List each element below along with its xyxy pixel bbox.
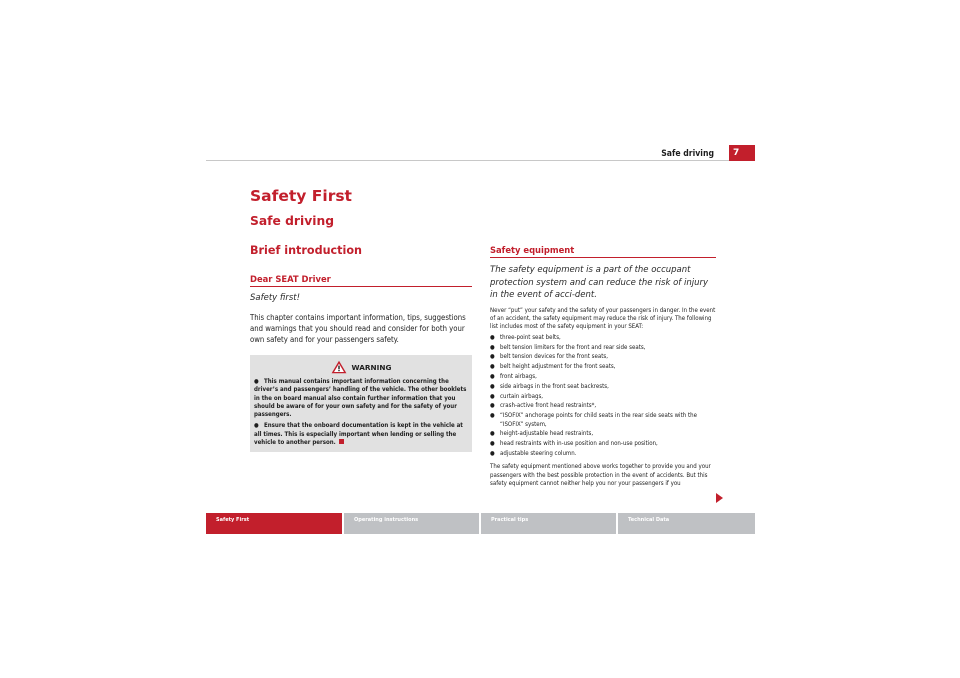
bullet-icon: ● xyxy=(490,363,495,371)
bullet-icon: ● xyxy=(490,353,495,361)
warning-item xyxy=(254,422,468,447)
list-item xyxy=(490,440,716,448)
right-column xyxy=(490,245,716,489)
list-item-text: side airbags in the front seat backrests, xyxy=(500,382,609,390)
list-item xyxy=(490,373,716,381)
list-item-text: curtain airbags, xyxy=(500,392,544,400)
tab-technical-data[interactable]: Technical Data xyxy=(618,513,755,534)
bullet-icon: ● xyxy=(490,412,495,420)
bullet-icon: ● xyxy=(490,430,495,438)
warning-box xyxy=(250,355,472,452)
bullet-icon: ● xyxy=(490,333,495,341)
bullet-icon: ● xyxy=(490,449,495,457)
bullet-icon: ● xyxy=(490,402,495,410)
topic-heading-safety-equipment: Safety equipment xyxy=(490,245,716,258)
list-item xyxy=(490,363,716,371)
tab-operating-instructions[interactable]: Operating instructions xyxy=(344,513,479,534)
list-item xyxy=(490,412,716,429)
end-square-icon xyxy=(339,439,344,444)
tab-practical-tips[interactable]: Practical tips xyxy=(481,513,616,534)
list-item-text: belt tension limiters for the front and rear side seats, xyxy=(500,343,646,351)
list-item-text: “ISOFIX” anchorage points for child seats in the rear side seats with the “ISOFIX” system, xyxy=(500,412,697,428)
bullet-icon: ● xyxy=(254,378,259,385)
page-number: 7 xyxy=(729,145,755,161)
list-item xyxy=(490,383,716,391)
bullet-icon: ● xyxy=(490,343,495,351)
warning-title: WARNING xyxy=(351,362,392,372)
list-item xyxy=(490,334,716,342)
body-paragraph: This chapter contains important information, tips, suggestions and warnings that you should read and consider for both your own safety and for your passengers safety. xyxy=(250,313,466,344)
running-header-title: Safe driving xyxy=(661,149,714,159)
warning-item-text: This manual contains important information concerning the driver’s and passengers’ handling of the vehicle. The other booklets in the on board manual also contain further information that you should be aware of for your own safety and for the safety of your passengers. xyxy=(254,378,467,419)
warning-header xyxy=(254,359,468,375)
footer-nav xyxy=(206,513,755,534)
bullet-icon: ● xyxy=(490,372,495,380)
list-item xyxy=(490,344,716,352)
warning-triangle-icon xyxy=(331,360,347,374)
section-title: Safe driving xyxy=(250,214,334,228)
list-item-text: belt tension devices for the front seats, xyxy=(500,353,608,361)
list-item-text: height-adjustable head restraints, xyxy=(500,430,594,438)
continue-arrow-icon[interactable] xyxy=(716,493,723,503)
subsection-title: Brief introduction xyxy=(250,244,363,257)
bullet-icon: ● xyxy=(254,422,259,430)
left-column xyxy=(250,274,472,452)
intro-text: The safety equipment is a part of the occupant protection system and can reduce the risk of injury in the event of acci-dent. xyxy=(490,265,708,300)
intro-text: Safety first! xyxy=(250,293,301,303)
list-item xyxy=(490,393,716,401)
chapter-title: Safety First xyxy=(250,187,352,205)
warning-item xyxy=(254,378,468,419)
list-item-text: adjustable steering column. xyxy=(500,449,577,457)
body-paragraph: The safety equipment mentioned above works together to provide you and your passengers with the best possible protection in the event of accidents. But this safety equipment cannot neither help you nor your passengers if you xyxy=(490,463,711,488)
topic-heading-dear-driver: Dear SEAT Driver xyxy=(250,274,472,287)
list-item xyxy=(490,450,716,458)
list-item-text: head restraints with in-use position and non-use position, xyxy=(500,440,658,448)
bullet-icon: ● xyxy=(490,440,495,448)
list-item xyxy=(490,430,716,438)
list-item xyxy=(490,353,716,361)
body-paragraph: Never “put” your safety and the safety of your passengers in danger. In the event of an accident, the safety equipment may reduce the risk of injury. The following list includes most of the safety equipment in your SEAT: xyxy=(490,306,716,331)
header-rule xyxy=(206,160,755,161)
warning-item-text: Ensure that the onboard documentation is kept in the vehicle at all times. This is especially important when lending or selling the vehicle to another person. xyxy=(254,422,463,447)
bullet-icon: ● xyxy=(490,382,495,390)
list-item-text: belt height adjustment for the front seats, xyxy=(500,363,616,371)
list-item-text: three-point seat belts, xyxy=(500,333,561,341)
tab-safety-first[interactable]: Safety First xyxy=(206,513,342,534)
safety-equipment-list xyxy=(490,334,716,459)
list-item xyxy=(490,402,716,410)
list-item-text: crash-active front head restraints*, xyxy=(500,402,597,410)
bullet-icon: ● xyxy=(490,392,495,400)
list-item-text: front airbags, xyxy=(500,372,537,380)
